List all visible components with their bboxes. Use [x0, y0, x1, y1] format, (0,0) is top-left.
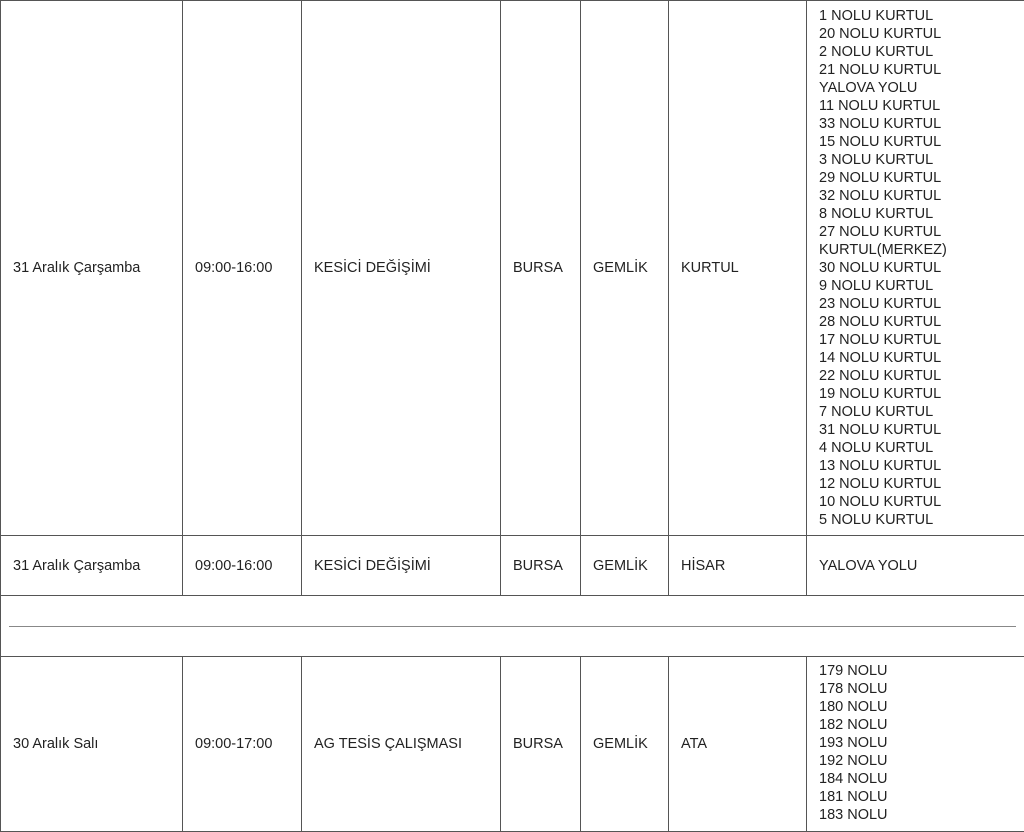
- neighborhood-cell: HİSAR: [669, 536, 807, 596]
- street-name: 32 NOLU KURTUL: [819, 187, 1012, 205]
- table-row: [1, 1, 1024, 536]
- street-name: 5 NOLU KURTUL: [819, 511, 1012, 529]
- streets-cell: [807, 1, 1024, 536]
- province-cell: BURSA: [501, 657, 581, 832]
- work-type-cell: KESİCİ DEĞİŞİMİ: [302, 536, 501, 596]
- table-row: [1, 536, 1024, 596]
- date-cell: 31 Aralık Çarşamba: [1, 536, 183, 596]
- time-cell: 09:00-16:00: [183, 1, 302, 536]
- district-cell: GEMLİK: [581, 657, 669, 832]
- street-name: 21 NOLU KURTUL: [819, 61, 1012, 79]
- district-cell: GEMLİK: [581, 536, 669, 596]
- street-name: 33 NOLU KURTUL: [819, 115, 1012, 133]
- separator-line: [9, 626, 1016, 627]
- street-name: 182 NOLU: [819, 716, 1012, 734]
- street-name: 28 NOLU KURTUL: [819, 313, 1012, 331]
- street-name: 8 NOLU KURTUL: [819, 205, 1012, 223]
- street-name: 22 NOLU KURTUL: [819, 367, 1012, 385]
- separator-row: [1, 596, 1024, 657]
- work-type-cell: KESİCİ DEĞİŞİMİ: [302, 1, 501, 536]
- streets-cell: [807, 536, 1024, 596]
- street-name: 12 NOLU KURTUL: [819, 475, 1012, 493]
- province-cell: BURSA: [501, 1, 581, 536]
- street-name: 193 NOLU: [819, 734, 1012, 752]
- street-name: 179 NOLU: [819, 662, 1012, 680]
- province-cell: BURSA: [501, 536, 581, 596]
- time-cell: 09:00-16:00: [183, 536, 302, 596]
- street-name: 11 NOLU KURTUL: [819, 97, 1012, 115]
- street-name: 7 NOLU KURTUL: [819, 403, 1012, 421]
- street-name: 19 NOLU KURTUL: [819, 385, 1012, 403]
- street-name: 3 NOLU KURTUL: [819, 151, 1012, 169]
- date-cell: 31 Aralık Çarşamba: [1, 1, 183, 536]
- time-cell: 09:00-17:00: [183, 657, 302, 832]
- street-name: 31 NOLU KURTUL: [819, 421, 1012, 439]
- streets-cell: [807, 657, 1024, 832]
- table-row: [1, 657, 1024, 832]
- street-name: 181 NOLU: [819, 788, 1012, 806]
- street-name: 13 NOLU KURTUL: [819, 457, 1012, 475]
- street-name: 184 NOLU: [819, 770, 1012, 788]
- street-name: 192 NOLU: [819, 752, 1012, 770]
- street-name: 27 NOLU KURTUL: [819, 223, 1012, 241]
- street-name: 23 NOLU KURTUL: [819, 295, 1012, 313]
- street-name: 9 NOLU KURTUL: [819, 277, 1012, 295]
- street-name: 180 NOLU: [819, 698, 1012, 716]
- street-name: 20 NOLU KURTUL: [819, 25, 1012, 43]
- district-cell: GEMLİK: [581, 1, 669, 536]
- street-name: 178 NOLU: [819, 680, 1012, 698]
- street-name: 4 NOLU KURTUL: [819, 439, 1012, 457]
- street-name: 1 NOLU KURTUL: [819, 7, 1012, 25]
- street-name: 14 NOLU KURTUL: [819, 349, 1012, 367]
- street-name: YALOVA YOLU: [819, 557, 1012, 575]
- neighborhood-cell: KURTUL: [669, 1, 807, 536]
- street-name: 183 NOLU: [819, 806, 1012, 824]
- street-name: 10 NOLU KURTUL: [819, 493, 1012, 511]
- date-cell: 30 Aralık Salı: [1, 657, 183, 832]
- street-name: 15 NOLU KURTUL: [819, 133, 1012, 151]
- street-name: KURTUL(MERKEZ): [819, 241, 1012, 259]
- neighborhood-cell: ATA: [669, 657, 807, 832]
- street-name: 29 NOLU KURTUL: [819, 169, 1012, 187]
- street-name: YALOVA YOLU: [819, 79, 1012, 97]
- street-name: 30 NOLU KURTUL: [819, 259, 1012, 277]
- street-name: 2 NOLU KURTUL: [819, 43, 1012, 61]
- street-name: 17 NOLU KURTUL: [819, 331, 1012, 349]
- work-type-cell: AG TESİS ÇALIŞMASI: [302, 657, 501, 832]
- separator-cell: [1, 596, 1024, 657]
